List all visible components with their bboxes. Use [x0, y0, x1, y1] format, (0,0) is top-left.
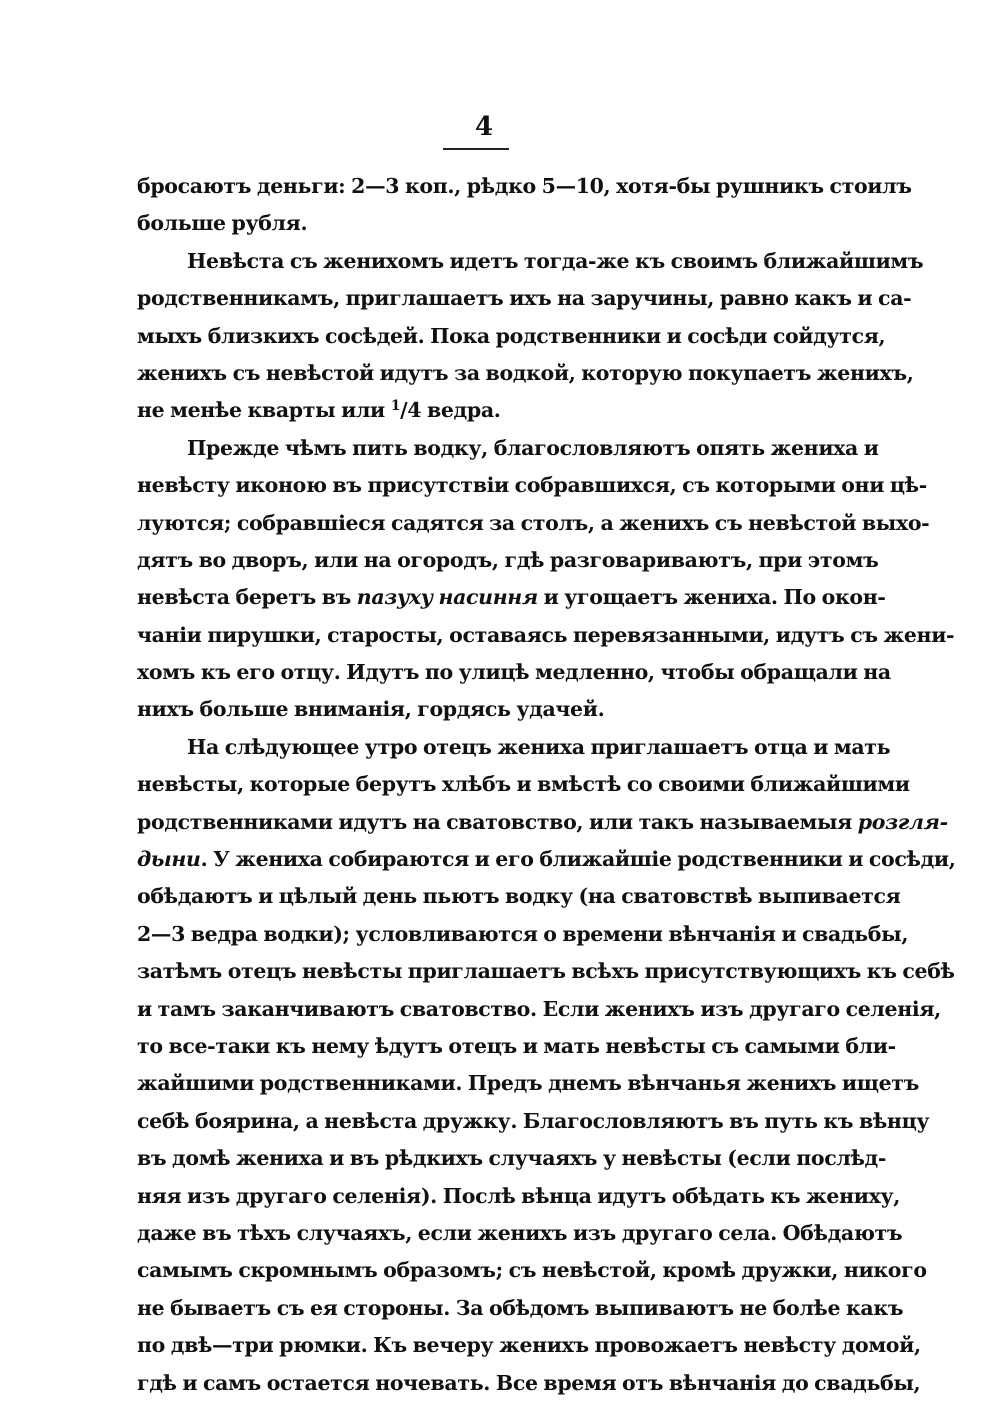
text-segment: не менѣе кварты или	[137, 398, 391, 423]
text-line	[137, 654, 891, 691]
text-line	[137, 841, 956, 878]
text-line	[137, 691, 827, 728]
text-line	[137, 729, 891, 766]
text-line	[137, 1327, 921, 1364]
text-line	[137, 953, 955, 990]
text-segment: невѣста беретъ въ	[137, 585, 357, 610]
text-line	[137, 1103, 930, 1140]
text-line	[137, 280, 912, 317]
text-segment: чанiи пирушки, старосты, оставаясь перевязанными, идутъ съ жени-	[137, 622, 955, 647]
text-segment: въ домѣ жениха и въ рѣдкихъ случаяхъ у невѣсты (если послѣд-	[137, 1146, 886, 1171]
fraction-numerator: 1	[390, 398, 401, 415]
text-segment: самымъ скромнымъ образомъ; съ невѣстой, кромѣ дружки, никого	[137, 1258, 927, 1283]
text-line	[137, 1215, 903, 1252]
text-line	[137, 878, 901, 915]
text-line	[137, 542, 879, 579]
text-segment: больше рубля.	[137, 211, 308, 236]
text-line	[137, 1028, 896, 1065]
text-line	[137, 579, 886, 616]
text-segment: женихъ съ невѣстой идутъ за водкой, которую покупаетъ женихъ,	[137, 360, 914, 385]
text-segment: то все-таки къ нему ѣдутъ отецъ и мать невѣсты съ самыми бли-	[137, 1033, 896, 1058]
body-text	[137, 168, 956, 1402]
text-segment: луются; собравшiеся садятся за столъ, а женихъ съ невѣстой выхо-	[137, 510, 930, 535]
page-number: 4	[474, 112, 494, 142]
text-segment: хомъ къ его отцу. Идутъ по улицѣ медленно, чтобы обращали на	[137, 660, 891, 685]
text-segment: нихъ больше вниманiя, гордясь удачей.	[137, 697, 605, 722]
text-segment: . У жениха собираются и его ближайшiе родственники и сосѣди,	[200, 847, 956, 872]
text-segment: Невѣста съ женихомъ идетъ тогда-же къ своимъ ближайшимъ	[187, 248, 924, 273]
text-segment: родственникамъ, приглашаетъ ихъ на заручины, равно какъ и са-	[137, 286, 912, 311]
text-segment: дятъ во дворъ, или на огородъ, гдѣ разговариваютъ, при этомъ	[137, 547, 879, 572]
italic-term: розгля-	[857, 809, 948, 834]
text-segment: родственниками идутъ на сватовство, или такъ называемыя	[137, 809, 858, 834]
text-line	[137, 318, 886, 355]
text-segment: обѣдаютъ и цѣлый день пьютъ водку (на сватовствѣ выпивается	[137, 884, 901, 909]
text-segment: жайшими родственниками. Предъ днемъ вѣнчанья женихъ ищетъ	[137, 1071, 920, 1096]
text-line	[137, 467, 927, 504]
text-line	[137, 916, 909, 953]
text-segment: На слѣдующее утро отецъ жениха приглашаетъ отца и мать	[187, 734, 891, 759]
text-segment: /4 ведра.	[400, 398, 501, 423]
text-segment: себѣ боярина, а невѣста дружку. Благословляютъ въ путь къ вѣнцу	[137, 1108, 930, 1133]
text-line	[137, 430, 879, 467]
text-line	[137, 617, 955, 654]
text-segment: мыхъ близкихъ сосѣдей. Пока родственники и сосѣди сойдутся,	[137, 323, 886, 348]
text-line	[137, 1365, 921, 1402]
text-segment: бросаютъ деньги: 2—3 коп., рѣдко 5—10, хотя-бы рушникъ стоилъ	[137, 174, 912, 198]
text-line	[137, 1065, 920, 1102]
text-line	[137, 804, 948, 841]
text-segment: затѣмъ отецъ невѣсты приглашаетъ всѣхъ присутствующихъ къ себѣ	[137, 959, 955, 984]
text-segment: и тамъ заканчиваютъ сватовство. Если женихъ изъ другаго селенiя,	[137, 996, 941, 1021]
italic-term: дыни	[137, 847, 201, 872]
text-segment: 2—3 ведра водки); условливаются о времени вѣнчанiя и свадьбы,	[137, 921, 909, 946]
text-segment: по двѣ—три рюмки. Къ вечеру женихъ провожаетъ невѣсту домой,	[137, 1333, 921, 1358]
text-line	[137, 168, 912, 205]
text-segment: не бываетъ съ ея стороны. За обѣдомъ выпиваютъ не болѣе какъ	[137, 1295, 904, 1320]
text-segment: Прежде чѣмъ пить водку, благословляютъ опять жениха и	[187, 435, 879, 460]
text-line	[137, 1178, 901, 1215]
page-number-rule	[443, 148, 509, 150]
text-line	[137, 505, 930, 542]
text-segment: няя изъ другаго селенiя). Послѣ вѣнца идутъ обѣдать къ жениху,	[137, 1183, 901, 1208]
text-segment: невѣсты, которые берутъ хлѣбъ и вмѣстѣ со своими ближайшими	[137, 772, 910, 797]
italic-term: пазуху насиння	[356, 585, 538, 610]
text-segment: невѣсту иконою въ присутствiи собравшихся, съ которыми они цѣ-	[137, 473, 927, 498]
text-line	[137, 991, 941, 1028]
text-line	[137, 243, 924, 280]
text-segment: даже въ тѣхъ случаяхъ, если женихъ изъ другаго села. Обѣдаютъ	[137, 1220, 903, 1245]
text-line	[137, 355, 914, 392]
text-line	[137, 1290, 904, 1327]
text-line	[137, 205, 827, 242]
text-line	[137, 1252, 927, 1289]
text-line	[137, 392, 827, 429]
text-line	[137, 766, 910, 803]
text-segment: и угощаетъ жениха. По окон-	[537, 585, 886, 610]
text-line	[137, 1140, 886, 1177]
text-segment: гдѣ и самъ остается ночевать. Все время отъ вѣнчанiя до свадьбы,	[137, 1370, 921, 1395]
